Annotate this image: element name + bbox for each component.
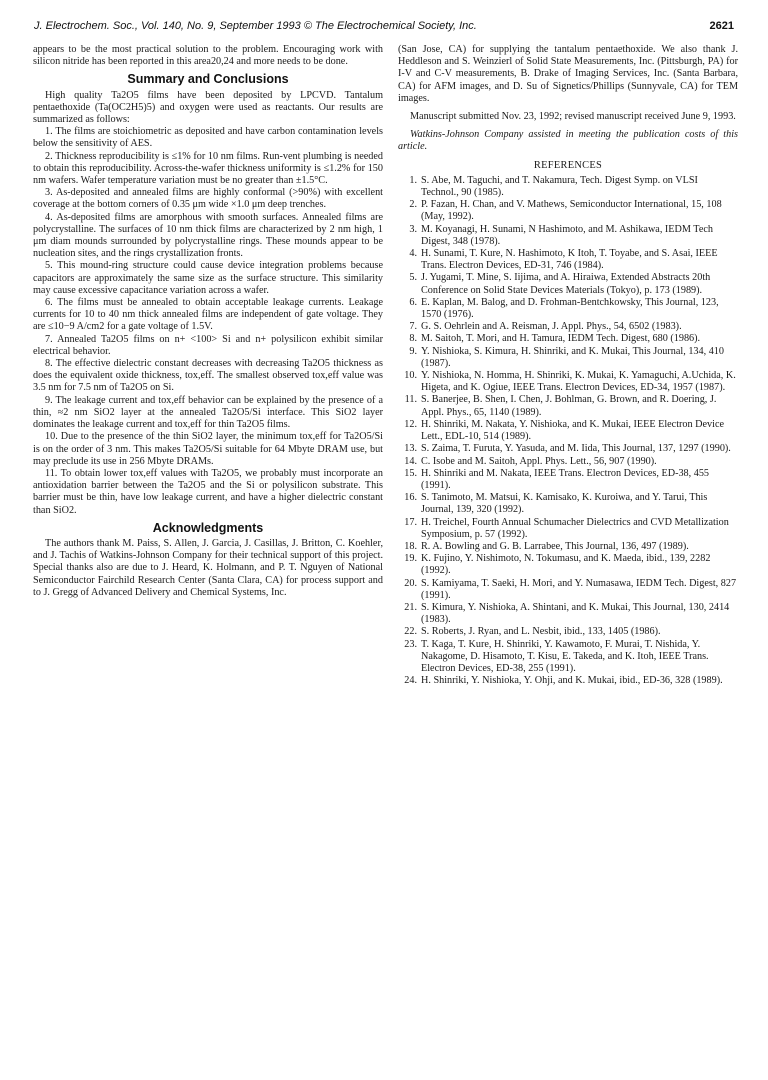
reference-item <box>398 578 738 602</box>
reference-number: 20. <box>404 577 417 589</box>
reference-item <box>398 333 738 345</box>
reference-number: 15. <box>404 467 417 479</box>
journal-citation: J. Electrochem. Soc., Vol. 140, No. 9, September 1993 © The Electrochemical Society, Inc. <box>34 20 477 32</box>
reference-text: K. Fujino, Y. Nishimoto, N. Tokumasu, and K. Maeda, ibid., 139, 2282 (1992). <box>421 553 711 577</box>
reference-item <box>398 321 738 333</box>
reference-text: H. Shinriki, Y. Nishioka, Y. Ohji, and K. Mukai, ibid., ED-36, 328 (1989). <box>421 675 723 687</box>
reference-item <box>398 541 738 553</box>
reference-item <box>398 419 738 443</box>
reference-number: 12. <box>404 418 417 430</box>
left-column <box>33 44 383 599</box>
reference-text: S. Roberts, J. Ryan, and L. Nesbit, ibid., 133, 1405 (1986). <box>421 626 661 638</box>
conclusion-item: 9. The leakage current and tox,eff behavior can be explained by the presence of a thin, ≈2 nm SiO2 layer at the annealed Ta2O5/Si interface. This SiO2 layer dominates the leakage current and tox,eff for thin Ta2O5 films. <box>33 394 383 431</box>
reference-number: 10. <box>404 370 417 382</box>
reference-number: 17. <box>404 516 417 528</box>
reference-text: S. Kimura, Y. Nishioka, A. Shintani, and K. Mukai, This Journal, 130, 2414 (1983). <box>421 601 730 626</box>
conclusion-item: 1. The films are stoichiometric as deposited and have carbon contamination levels below the sensitivity of AES. <box>33 126 383 150</box>
reference-text: S. Tanimoto, M. Matsui, K. Kamisako, K. Kuroiwa, and Y. Tarui, This Journal, 139, 320 (1992). <box>421 492 708 516</box>
reference-text: T. Kaga, T. Kure, H. Shinriki, Y. Kawamoto, F. Murai, T. Nishida, Y. Nakagome, D. Hisamoto, T. Kisu, E. Takeda, and K. Itoh, IEEE Trans. Electron Devices, ED-38, 255 (1991). <box>421 638 709 674</box>
reference-item <box>398 346 738 370</box>
reference-number: 14. <box>404 455 417 467</box>
reference-item <box>398 626 738 638</box>
summary-heading: Summary and Conclusions <box>127 72 289 87</box>
reference-text: J. Yugami, T. Mine, S. Iijima, and A. Hiraiwa, Extended Abstracts 20th Conference on Solid State Devices Materials (Tokyo), p. 173 (1989). <box>421 272 711 296</box>
conclusion-item: 6. The films must be annealed to obtain acceptable leakage currents. Leakage currents for 10 to 40 nm thick annealed films are independent of gate voltage. They are ≤10−9 A/cm2 for a gate voltage of 1.5V. <box>33 297 383 333</box>
reference-item <box>398 272 738 296</box>
reference-list <box>398 175 738 688</box>
reference-number: 1. <box>409 174 417 186</box>
conclusion-item: 3. As-deposited and annealed films are highly conformal (>90%) with excellent coverage at the bottom corners of 0.35 μm wide ×1.0 μm deep trenches. <box>33 187 383 211</box>
reference-number: 4. <box>409 248 417 260</box>
reference-number: 3. <box>409 223 417 235</box>
reference-item <box>398 443 738 455</box>
reference-number: 5. <box>409 272 417 284</box>
reference-number: 6. <box>409 296 417 308</box>
reference-text: S. Abe, M. Taguchi, and T. Nakamura, Tech. Digest Symp. on VLSI Technol., 90 (1985). <box>421 174 698 199</box>
reference-text: E. Kaplan, M. Balog, and D. Frohman-Bentchkowsky, This Journal, 123, 1570 (1976). <box>421 296 719 321</box>
reference-item <box>398 248 738 272</box>
acknowledgments-continued: (San Jose, CA) for supplying the tantalum pentaethoxide. We also thank J. Heddleson and S. Weinzierl of Solid State Measurements, Inc. (Pittsburgh, PA) for I-V and C-V measurements, B. Drake of Imaging Services, Inc. (Santa Barbara, CA) for AFM images, and D. Su of Signetics/Phillips (Sunnyvale, CA) for TEM images. <box>398 44 738 104</box>
reference-number: 13. <box>404 443 417 455</box>
conclusion-item: 5. This mound-ring structure could cause device integration problems because capacitors are approximately the same size as the surface structure. This similarity may cause excessive capacitance variation across a wafer. <box>33 260 383 296</box>
reference-text: Y. Nishioka, S. Kimura, H. Shinriki, and K. Mukai, This Journal, 134, 410 (1987). <box>421 345 724 369</box>
manuscript-note: Manuscript submitted Nov. 23, 1992; revised manuscript received June 9, 1993. <box>410 111 736 123</box>
reference-number: 9. <box>409 345 417 357</box>
reference-number: 19. <box>404 553 417 565</box>
reference-item <box>398 370 738 394</box>
conclusion-item: 2. Thickness reproducibility is ≤1% for 10 nm films. Run-vent plumbing is needed to obtain this reproducibility. Across-the-wafer thickness uniformity is ≤1.2% for 150 nm wafers. Wafer temperature variation must be no greater than ±1.5°C. <box>33 150 383 187</box>
reference-item <box>398 175 738 199</box>
reference-item <box>398 553 738 577</box>
reference-text: C. Isobe and M. Saitoh, Appl. Phys. Lett., 56, 907 (1990). <box>421 455 657 467</box>
acknowledgments-text: The authors thank M. Paiss, S. Allen, J. Garcia, J. Casillas, J. Britton, C. Koehler, and J. Tachis of Watkins-Johnson Company for their technical support of this project. Special thanks also are due to J. Heard, K. Holmann, and P. T. Nguyen of National Semiconductor Fairchild Research Center (Santa Clara, CA) for process support and to J. Gregg of Advanced Delivery and Chemical Systems, Inc. <box>33 537 383 598</box>
conclusion-item: 8. The effective dielectric constant decreases with decreasing Ta2O5 thickness as does the equivalent oxide thickness, tox,eff. The smallest observed tox,eff value was 3.5 nm for 7.5 nm of Ta2O5 on Si. <box>33 358 383 394</box>
references-title: REFERENCES <box>533 159 603 171</box>
reference-number: 21. <box>404 601 417 613</box>
reference-item <box>398 517 738 541</box>
reference-item <box>398 394 738 418</box>
reference-text: M. Koyanagi, H. Sunami, N Hashimoto, and M. Ashikawa, IEDM Tech Digest, 348 (1978). <box>421 223 713 247</box>
reference-item <box>398 675 738 687</box>
acknowledgments-heading: Acknowledgments <box>152 520 264 535</box>
right-column <box>398 44 738 687</box>
reference-number: 24. <box>404 675 417 687</box>
reference-item <box>398 468 738 492</box>
running-head <box>34 20 734 34</box>
reference-text: H. Shinriki, M. Nakata, Y. Nishioka, and K. Mukai, IEEE Electron Device Lett., EDL-10, 514 (1989). <box>421 418 725 443</box>
reference-text: M. Saitoh, T. Mori, and H. Tamura, IEDM Tech. Digest, 680 (1986). <box>421 333 701 345</box>
intro-paragraph: appears to be the most practical solution to the problem. Encouraging work with silicon nitride has been reported in this area20,24 and more needs to be done. <box>33 44 383 68</box>
reference-text: S. Zaima, T. Furuta, Y. Yasuda, and M. Iida, This Journal, 137, 1297 (1990). <box>421 443 731 455</box>
reference-text: H. Shinriki and M. Nakata, IEEE Trans. Electron Devices, ED-38, 455 (1991). <box>421 467 710 491</box>
reference-number: 16. <box>404 492 417 504</box>
reference-text: Y. Nishioka, N. Homma, H. Shinriki, K. Mukai, K. Yamaguchi, A.Uchida, K. Higeta, and K. Ogiue, IEEE Trans. Electron Devices, ED-34, 1957 (1987). <box>421 370 736 394</box>
conclusion-item: 10. Due to the presence of the thin SiO2 layer, the minimum tox,eff for Ta2O5/Si is on the order of 3 nm. This makes Ta2O5/Si suitable for 64 Mbyte DRAM use, but may preclude its use in 256 Mbyte DRAMs. <box>33 431 383 467</box>
reference-number: 11. <box>404 394 417 406</box>
reference-item <box>398 297 738 321</box>
reference-text: P. Fazan, H. Chan, and V. Mathews, Semiconductor International, 15, 108 (May, 1992). <box>421 199 722 223</box>
reference-text: H. Sunami, T. Kure, N. Hashimoto, K Itoh, T. Toyabe, and S. Asai, IEEE Trans. Electron Devices, ED-31, 746 (1984). <box>421 248 718 272</box>
reference-text: S. Kamiyama, T. Saeki, H. Mori, and Y. Numasawa, IEDM Tech. Digest, 827 (1991). <box>421 577 737 601</box>
conclusion-item: 4. As-deposited films are amorphous with smooth surfaces. Annealed films are polycrystalline. The surfaces of 10 nm thick films are characterized by 2 nm high, 1 μm diam mounds surrounded by polycrystalline rings. These mounds appear to be nucleation sites, and the rings crystallization fronts. <box>33 211 383 260</box>
reference-item <box>398 602 738 626</box>
reference-number: 8. <box>409 333 417 345</box>
conclusion-item: 7. Annealed Ta2O5 films on n+ <100> Si and n+ polysilicon exhibit similar electrical behavior. <box>33 333 383 357</box>
reference-number: 2. <box>409 199 417 211</box>
reference-item <box>398 639 738 676</box>
reference-number: 18. <box>404 540 417 552</box>
reference-text: H. Treichel, Fourth Annual Schumacher Dielectrics and CVD Metallization Symposium, p. 57 (1992). <box>421 516 729 540</box>
reference-number: 23. <box>404 638 417 650</box>
reference-item <box>398 199 738 223</box>
summary-intro: High quality Ta2O5 films have been deposited by LPCVD. Tantalum pentaethoxide (Ta(OC2H5)5) and oxygen were used as reactants. Our results are summarized as follows: <box>33 89 383 126</box>
reference-text: R. A. Bowling and G. B. Larrabee, This Journal, 136, 497 (1989). <box>421 540 689 552</box>
conclusion-item: 11. To obtain lower tox,eff values with Ta2O5, we probably must incorporate an antioxidation barrier between the Ta2O5 and the Si or polysilicon substrate. This barrier must be thin, have low leakage current, and have a higher dielectric constant than SiO2. <box>33 467 383 516</box>
reference-text: S. Banerjee, B. Shen, I. Chen, J. Bohlman, G. Brown, and R. Doering, J. Appl. Phys., 65, 1140 (1989). <box>421 394 717 418</box>
reference-item <box>398 456 738 468</box>
reference-number: 22. <box>404 626 417 638</box>
page-number: 2621 <box>709 20 734 32</box>
reference-text: G. S. Oehrlein and A. Reisman, J. Appl. Phys., 54, 6502 (1983). <box>421 321 682 333</box>
reference-item <box>398 492 738 516</box>
reference-number: 7. <box>409 321 417 333</box>
reference-item <box>398 224 738 248</box>
funding-note: Watkins-Johnson Company assisted in meeting the publication costs of this article. <box>398 129 738 153</box>
